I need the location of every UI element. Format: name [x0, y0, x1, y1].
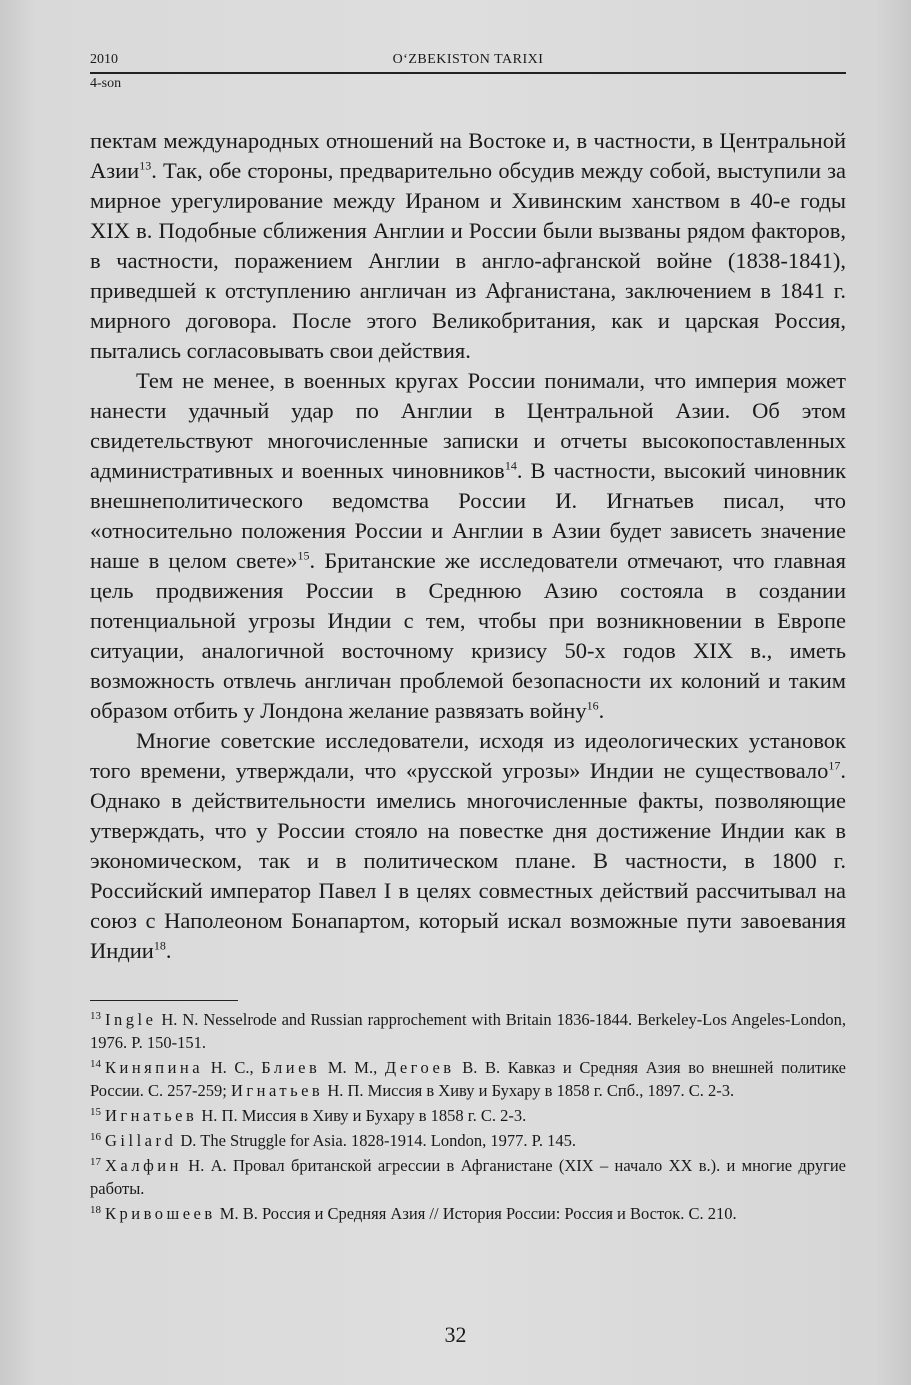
text-run: .: [165, 938, 172, 963]
page-number: 32: [444, 1322, 467, 1347]
footnote: [90, 1056, 846, 1102]
footnote-number: 18: [90, 1203, 101, 1216]
text-run: Тем не менее, в военных кругах России понимали, что империя может нанести удачный удар по Англии в Центральной Азии. Об этом свидетельствуют многочисленные записки и отчеты высокопоставленных административных и военных чиновников: [90, 368, 846, 483]
text-run: . Британские же исследователи отмечают, что главная цель продвижения России в Среднюю Азию состояла в создании потенциальной угрозы Индии с тем, чтобы при возникновении в Европе ситуации, аналогичной восточному кризису 50-х годов XIX в., иметь возможность отвлечь англичан проблемой безопасности их колоний и таким образом отбить у Лондона желание развязать войну: [90, 548, 846, 723]
header-rule: [90, 72, 846, 74]
footnotes: [90, 1008, 846, 1227]
text-run: Н. П. Миссия в Хиву и Бухару в 1858 г. С. 2-3.: [197, 1106, 527, 1125]
author-name: Ingle: [105, 1010, 157, 1029]
footnote-number: 15: [90, 1105, 101, 1118]
header-journal-title: O‘ZBEKISTON TARIXI: [392, 52, 544, 67]
footnote-reference: 15: [297, 548, 310, 563]
footnote-reference: 14: [504, 458, 517, 473]
paragraph: [90, 366, 846, 726]
text-run: М. В. Россия и Средняя Азия // История России: Россия и Восток. С. 210.: [215, 1204, 737, 1223]
paragraph: [90, 126, 846, 366]
footnote-number: 13: [90, 1009, 101, 1022]
header-year: 2010: [90, 52, 118, 67]
footnote: [90, 1104, 846, 1127]
text-run: . Так, обе стороны, предварительно обсудив между собой, выступили за мирное урегулирование между Ираном и Хивинским ханством в 40-е годы XIX в. Подобные сближения Англии и России были вызваны рядом факторов, в частности, поражением Англии в англо-афганской войне (1838-1841), приведшей к отступлению англичан из Афганистана, заключением в 1841 г. мирного договора. После этого Великобритания, как и царская Россия, пытались согласовывать свои действия.: [90, 158, 846, 363]
text-run: Многие советские исследователи, исходя из идеологических установок того времени, утверждали, что «русской угрозы» Индии не существовало: [90, 728, 846, 783]
footnote: [90, 1202, 846, 1225]
text-run: . Однако в действительности имелись многочисленные факты, позволяющие утверждать, что у России стояло на повестке дня достижение Индии как в экономическом, так и в политическом плане. В частности, в 1800 г. Российский император Павел I в целях совместных действий рассчитывал на союз с Наполеоном Бонапартом, который искал возможные пути завоевания Индии: [90, 758, 846, 963]
header-issue: 4-son: [90, 76, 122, 91]
footnote-reference: 16: [586, 698, 599, 713]
author-name: Блиев: [261, 1058, 321, 1077]
author-name: Игнатьев: [105, 1106, 198, 1125]
text-run: М. М.,: [320, 1058, 385, 1077]
text-run: H. N. Nesselrode and Russian rapprochement with Britain 1836-1844. Berkeley-Los Angeles-London, 1976. P. 150-151.: [90, 1010, 846, 1052]
footnote: [90, 1129, 846, 1152]
author-name: Киняпина: [105, 1058, 204, 1077]
main-text: [90, 126, 846, 966]
text-run: Н. П. Миссия в Хиву и Бухару в 1858 г. Спб., 1897. С. 2-3.: [323, 1081, 735, 1100]
author-name: Кривошеев: [105, 1204, 216, 1223]
footnote-reference: 18: [153, 938, 166, 953]
footnote-number: 14: [90, 1057, 101, 1070]
author-name: Игнатьев: [230, 1081, 324, 1100]
footnote: [90, 1154, 846, 1200]
footnote-number: 17: [90, 1155, 101, 1168]
author-name: Gillard: [105, 1131, 177, 1150]
running-head: [90, 50, 846, 72]
text-run: Н. А. Провал британской агрессии в Афганистане (XIX – начало XX в.). и многие другие работы.: [90, 1156, 846, 1198]
text-run: . В частности, высокий чиновник внешнеполитического ведомства России И. Игнатьев писал, что «относительно положения России и Англии в Азии будет зависеть значение наше в целом свете»: [90, 458, 847, 573]
paragraph: [90, 726, 846, 966]
text-run: .: [598, 698, 605, 723]
text-run: В. В. Кавказ и Средняя Азия во внешней политике России. С. 257-259;: [90, 1058, 847, 1100]
footnote-reference: 17: [828, 758, 841, 773]
text-run: D. The Struggle for Asia. 1828-1914. London, 1977. P. 145.: [176, 1131, 577, 1150]
author-name: Дегоев: [384, 1058, 455, 1077]
author-name: Халфин: [105, 1156, 182, 1175]
text-run: Н. С.,: [203, 1058, 262, 1077]
footnote-number: 16: [90, 1130, 101, 1143]
text-run: пектам международных отношений на Востоке и, в частности, в Центральной Азии: [90, 128, 846, 183]
footnote: [90, 1008, 846, 1054]
footnote-rule: [90, 1000, 238, 1001]
footnote-reference: 13: [139, 158, 152, 173]
